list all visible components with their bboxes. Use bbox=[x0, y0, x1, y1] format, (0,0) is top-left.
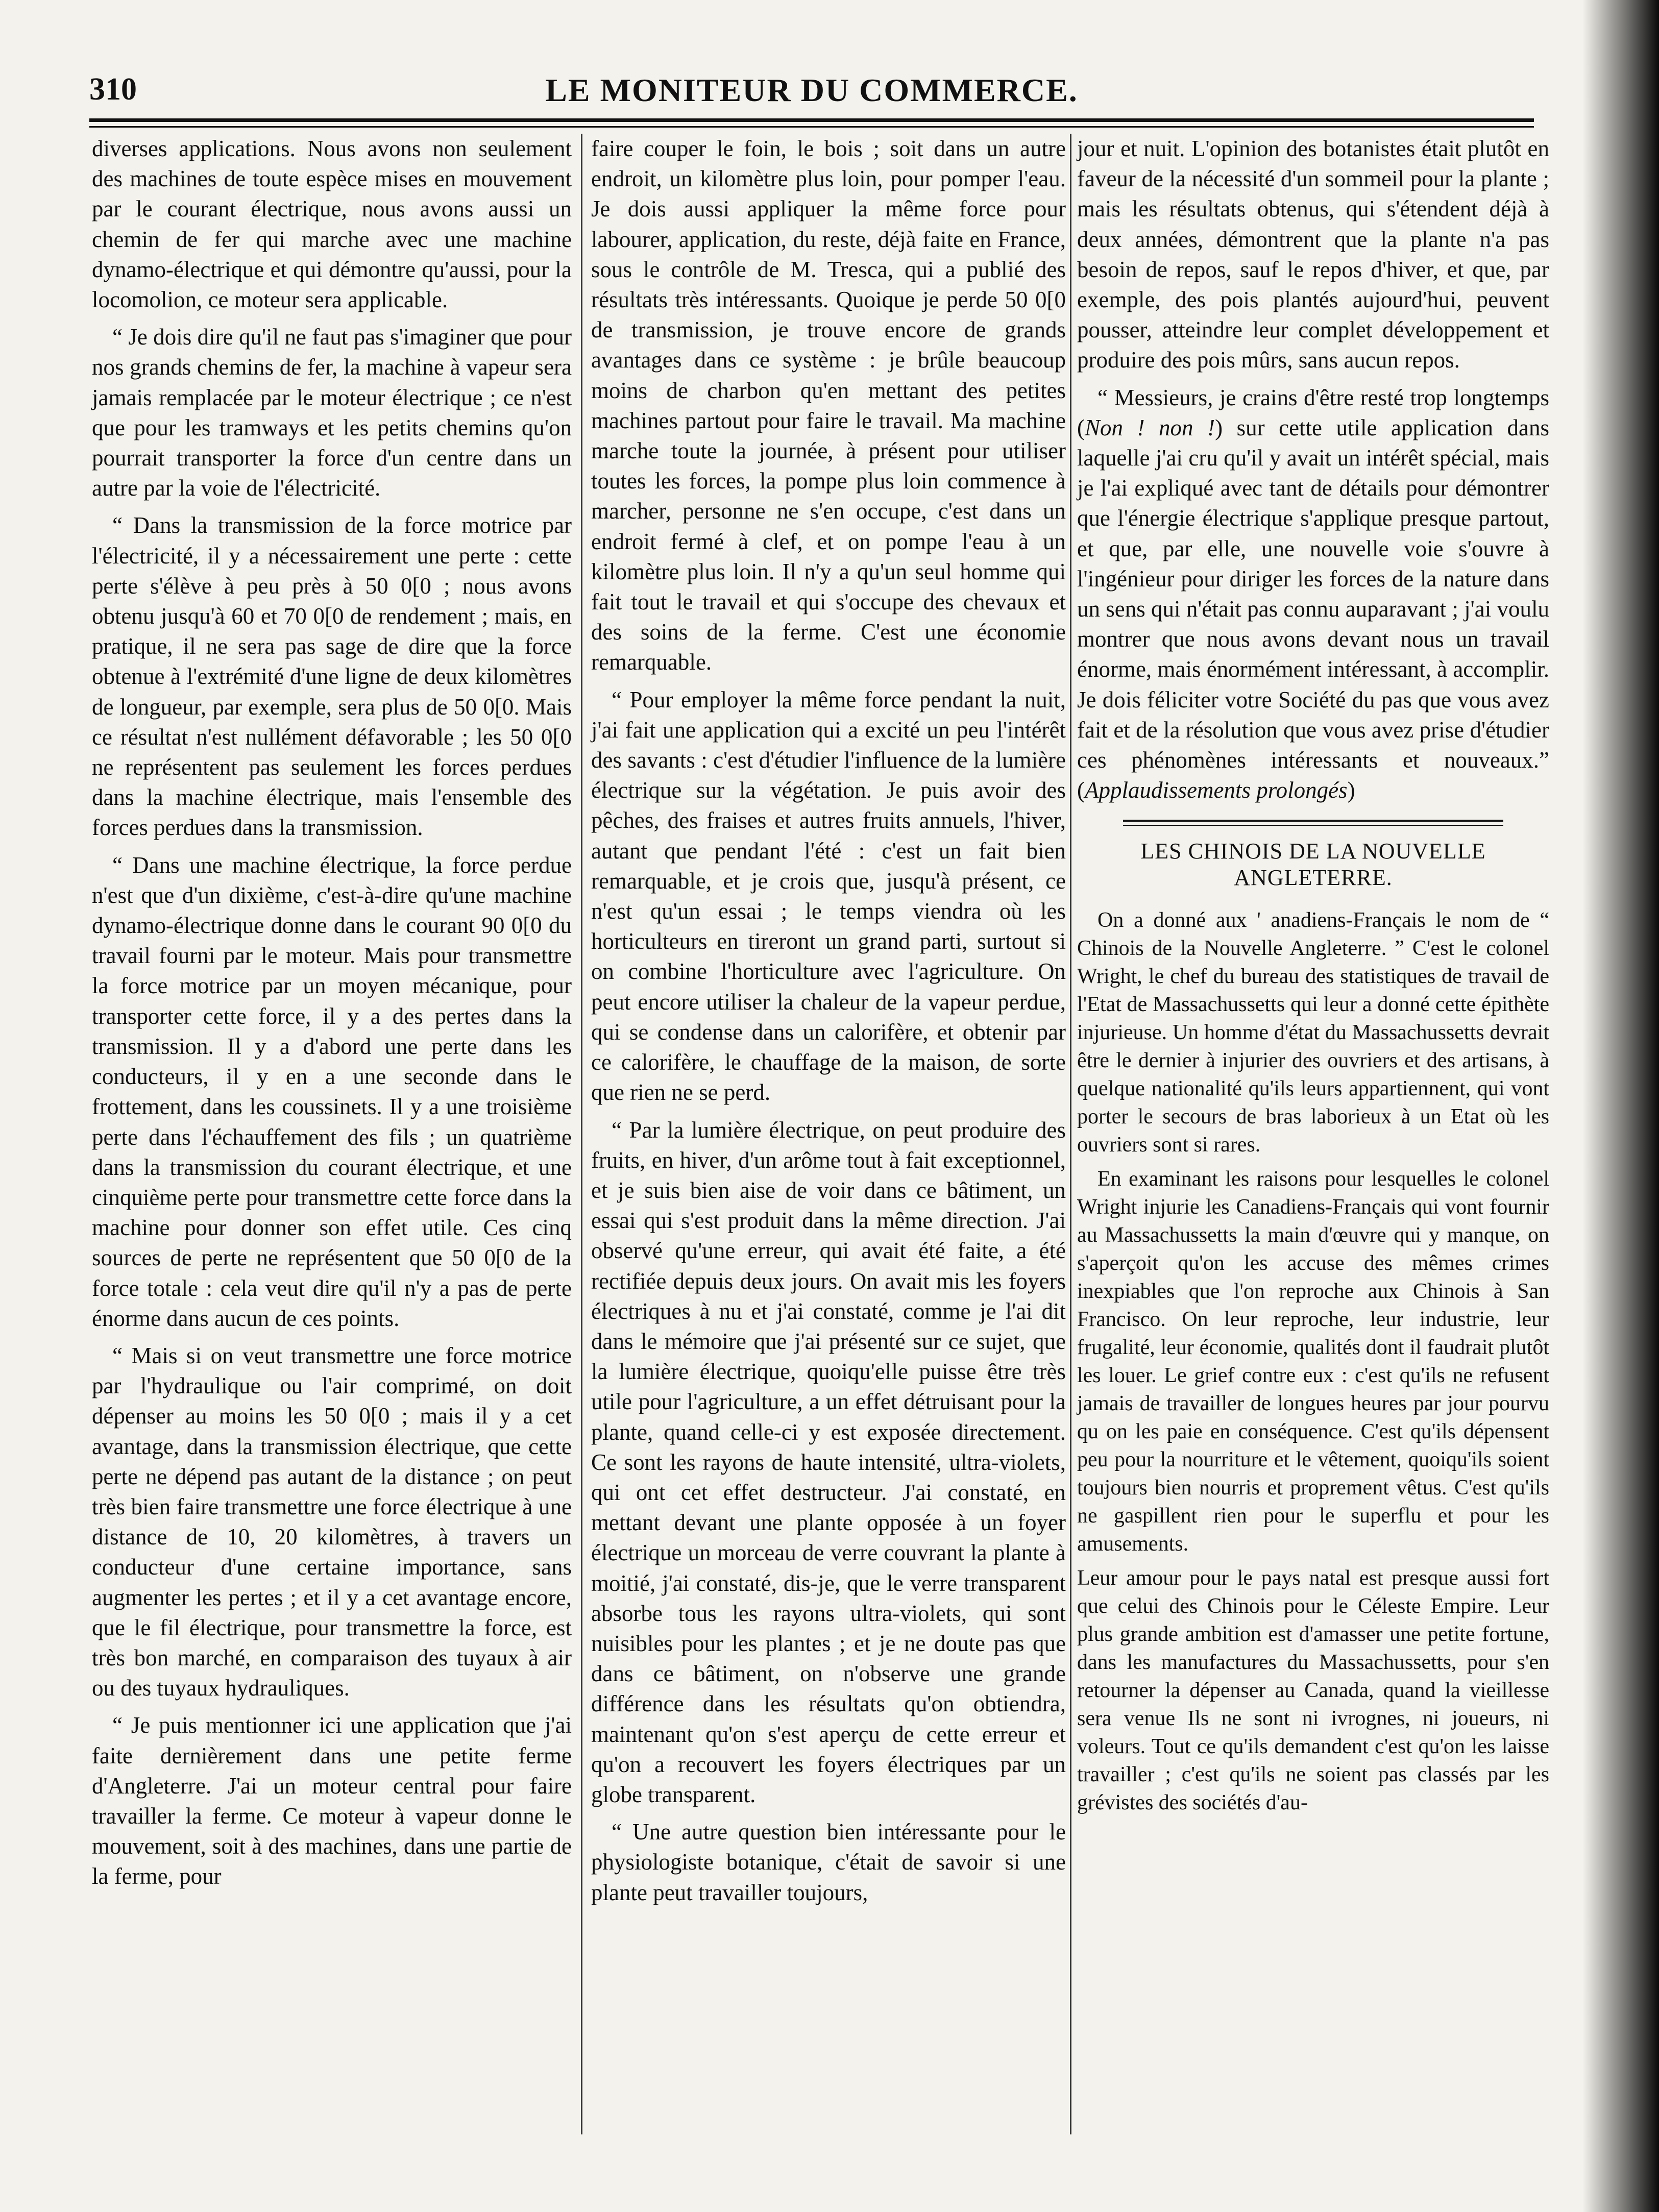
article-title-line: ANGLETERRE. bbox=[1234, 865, 1393, 891]
col2-paragraph: faire couper le foin, le bois ; soit dans un autre endroit, un kilomètre plus loin, pour pomper l'eau. Je dois aussi appliquer la même force pour labourer, application, du reste, déjà faite en France, sous le contrôle de M. Tresca, qui a publié des résultats très intéressants. Quoique je perde 50 0[0 de transmission, je trouve encore de grands avantages dans ce système : je brûle beaucoup moins de charbon qu'en mettant des petites machines partout pour faire le travail. Ma machine marche toute la journée, à présent pour utiliser toutes les forces, la pompe plus loin commence à marcher, personne ne s'en occupe, c'est dans un endroit fermé à clef, et on pompe l'eau à un kilomètre plus loin. Il n'y a qu'un seul homme qui fait tout le travail et qui s'occupe des chevaux et des soins de la ferme. C'est une économie remarquable. bbox=[591, 136, 1066, 675]
article-paragraph: Leur amour pour le pays natal est presque aussi fort que celui des Chinois pour le Céleste Empire. Leur plus grande ambition est d'amasser une petite fortune, dans les manufactures du Massachussetts, pour s'en retourner la dépenser au Canada, quand la vieillesse sera venue Ils ne sont ni ivrognes, ni joueurs, ni voleurs. Tout ce qu'ils demandent c'est qu'on les laisse travailler ; c'est qu'ils ne soient pas classés par les grévistes des sociétés d'au- bbox=[1077, 1566, 1549, 1815]
column-divider-1 bbox=[581, 134, 582, 2134]
section-rule-thick bbox=[1123, 820, 1503, 822]
col2-paragraph: “ Par la lumière électrique, on peut produire des fruits, en hiver, d'un arôme tout à fait exceptionnel, et je suis bien aise de voir dans ce bâtiment, un essai qui s'est produit dans la même direction. J'ai observé qu'une erreur, qui avait été faite, a été rectifiée depuis deux jours. On avait mis les foyers électriques à nu et j'ai constaté, comme je l'ai dit dans le mémoire que j'ai présenté sur ce sujet, que la lumière électrique, quoiqu'elle puisse être très utile pour l'agriculture, a un effet détruisant pour la plante, quand celle-ci y est exposée directement. Ce sont les rayons de haute intensité, ultra-violets, qui ont cet effet destructeur. J'ai constaté, en mettant devant une plante opposée à un foyer électrique un morceau de verre couvrant la plante à moitié, j'ai constaté, dis-je, que le verre transparent absorbe tous les rayons ultra-violets, qui sont nuisibles pour les plantes ; et je ne doute pas que dans ce bâtiment, on n'observe une grande différence dans les résultats qu'on obtiendra, maintenant qu'on s'est aperçu de cette erreur et qu'on a recouvert les foyers électriques par un globe transparent. bbox=[591, 1117, 1066, 1807]
page-header bbox=[89, 71, 1534, 120]
col3-text: ) bbox=[1347, 777, 1355, 803]
col3-italic-aside: Non ! non ! bbox=[1085, 414, 1215, 440]
article-paragraph: On a donné aux ' anadiens-Français le nom de “ Chinois de la Nouvelle Angleterre. ” C'est le colonel Wright, le chef du bureau des statistiques de travail de l'Etat de Massachussetts qui leur a donné cette épithète injurieuse. Un homme d'état du Massachussetts devrait être le dernier à injurier des ouvriers et des artisans, à quelque nationalité qu'ils leurs appartiennent, qui vont porter le secours de bras laborieux à un Etat où les ouvriers sont si rares. bbox=[1077, 908, 1549, 1157]
col1-paragraph: diverses applications. Nous avons non seulement des machines de toute espèce mises en mouvement par le courant électrique, nous avons aussi un chemin de fer qui marche avec une machine dynamo-électrique et qui démontre qu'aussi, pour la locomolion, ce moteur sera applicable. bbox=[92, 136, 572, 313]
article-title bbox=[1077, 838, 1549, 891]
col1-paragraph: “ Je puis mentionner ici une application que j'ai faite dernièrement dans une petite ferme d'Angleterre. J'ai un moteur central pour faire travailler la ferme. Ce moteur à vapeur donne le mouvement, soit à des machines, dans une partie de la ferme, pour bbox=[92, 1712, 572, 1889]
col3-paragraph: jour et nuit. L'opinion des botanistes était plutôt en faveur de la nécessité d'un sommeil pour la plante ; mais les résultats obtenus, qui s'étendent déjà à deux années, démontrent que la plante n'a pas besoin de repos, sauf le repos d'hiver, et que, par exemple, des pois plantés aujourd'hui, peuvent pousser, atteindre leur complet développement et produire des pois mûrs, sans aucun repos. bbox=[1077, 136, 1549, 373]
article-paragraph: En examinant les raisons pour lesquelles le colonel Wright injurie les Canadiens-Français qui vont fournir au Massachussetts la main d'œuvre qui y manque, on s'aperçoit qu'on les accuse des mêmes crimes inexpiables que l'on reproche aux Chinois à San Francisco. On leur reproche, leur industrie, leur frugalité, leur économie, qualités dont il faudrait plutôt les louer. Le grief contre eux : c'est qu'ils ne refusent jamais de travailler de longues heures par jour pourvu qu on les paie en conséquence. C'est qu'ils dépensent peu pour la nourriture et le vêtement, quoiqu'ils soient toujours bien nourris et proprement vêtus. C'est qu'ils ne gaspillent rien pour le superflu et pour les amusements. bbox=[1077, 1167, 1549, 1556]
article-body bbox=[1077, 906, 1549, 1817]
page-number: 310 bbox=[89, 72, 137, 107]
section-rule-thin bbox=[1123, 825, 1503, 826]
col1-paragraph: “ Mais si on veut transmettre une force motrice par l'hydraulique ou l'air comprimé, on doit dépenser au moins les 50 0[0 ; mais il y a cet avantage, dans la transmission électrique, que cette perte ne dépend pas autant de la distance ; on peut très bien faire transmettre une force électrique à une distance de 10, 20 kilomètres, à travers un conducteur d'une certaine importance, sans augmenter les pertes ; et il y a cet avantage encore, que le fil électrique, pour transmettre la force, est très bon marché, en comparaison des tuyaux à air ou des tuyaux hydrauliques. bbox=[92, 1342, 572, 1701]
col3-text: ) sur cette utile application dans laquelle j'ai cru qu'il y avait un intérêt spécial, mais je l'ai expliqué avec tant de détails pour démontrer que l'énergie électrique s'applique presque partout, et que, par elle, une nouvelle voie s'ouvre à l'ingénieur pour diriger les forces de la nature dans un sens qui n'était pas connu auparavant ; j'ai voulu montrer que nous avons devant nous un travail énorme, mais énormément intéressant, à accomplir. Je dois féliciter votre Société du pas que vous avez fait et de la résolution que vous avez prise d'étudier ces phénomènes intéressants et nouveaux.” ( bbox=[1077, 414, 1549, 803]
col3-text: “ Messieurs, je crains d'être resté trop longtemps ( bbox=[1077, 384, 1549, 440]
col3-paragraph bbox=[1077, 383, 1549, 806]
column-3 bbox=[1077, 134, 1549, 2155]
column-1 bbox=[92, 134, 572, 2155]
journal-title: LE MONITEUR DU COMMERCE. bbox=[545, 72, 1078, 108]
col3-italic-applause: Applaudissements prolongés bbox=[1085, 777, 1348, 803]
col2-paragraph: “ Pour employer la même force pendant la nuit, j'ai fait une application qui a excité un peu l'intérêt des savants : c'est d'étudier l'influence de la lumière électrique sur la végétation. Je puis avoir des pêches, des fraises et autres fruits annuels, l'hiver, autant que pendant l'été : c'est un fait bien remarquable, et je crois que, jusqu'à présent, ce n'est qu'un essai ; le temps viendra où les horticulteurs en tireront un grand parti, surtout si on combine l'horticulture avec l'agriculture. On peut encore utiliser la chaleur de la vapeur perdue, qui se condense dans un calorifère, et obtenir par ce calorifère, le chauffage de la maison, de sorte que rien ne se perd. bbox=[591, 686, 1066, 1105]
col1-paragraph: “ Dans une machine électrique, la force perdue n'est que d'un dixième, c'est-à-dire qu'une machine dynamo-électrique donne dans le courant 90 0[0 du travail fourni par le moteur. Mais pour transmettre la force motrice par un moyen mécanique, pour transporter cette force, il y a des pertes dans la transmission. Il y a d'abord une perte dans les conducteurs, il y en a une seconde dans le frottement, dans les coussinets. Il y a une troisième perte dans l'échauffement des fils ; un quatrième dans la transmission du courant électrique, et une cinquième perte pour transmettre cette force dans la machine pour donner son effet utile. Ces cinq sources de perte ne représentent que 50 0[0 de la force totale : cela veut dire qu'il n'y a pas de perte énorme dans aucun de ces points. bbox=[92, 852, 572, 1331]
header-rule-thick bbox=[89, 118, 1534, 122]
col2-paragraph: “ Une autre question bien intéressante pour le physiologiste botanique, c'était de savoir si une plante peut travailler toujours, bbox=[591, 1819, 1066, 1905]
article-title-line: LES CHINOIS DE LA NOUVELLE bbox=[1140, 839, 1486, 864]
col1-paragraph: “ Je dois dire qu'il ne faut pas s'imaginer que pour nos grands chemins de fer, la machine à vapeur sera jamais remplacée par le moteur électrique ; ce n'est que pour les tramways et les petits chemins qu'on pourrait transporter la force d'un centre dans un autre par la voie de l'électricité. bbox=[92, 324, 572, 501]
column-divider-2 bbox=[1070, 134, 1071, 2134]
col1-paragraph: “ Dans la transmission de la force motrice par l'électricité, il y a nécessairement une perte : cette perte s'élève à peu près à 50 0[0 ; nous avons obtenu jusqu'à 60 et 70 0[0 de rendement ; mais, en pratique, il ne sera pas sage de dire que la force obtenue à l'extrémité d'une ligne de deux kilomètres de longueur, par exemple, sera plus de 50 0[0. Mais ce résultat n'est nullément défavorable ; les 50 0[0 ne représentent pas seulement les forces perdues dans la machine électrique, mais l'ensemble des forces perdues dans la transmission. bbox=[92, 512, 572, 841]
scan-edge-shadow bbox=[1582, 0, 1659, 2212]
header-rule-thin bbox=[89, 126, 1534, 128]
column-2 bbox=[591, 134, 1066, 2155]
